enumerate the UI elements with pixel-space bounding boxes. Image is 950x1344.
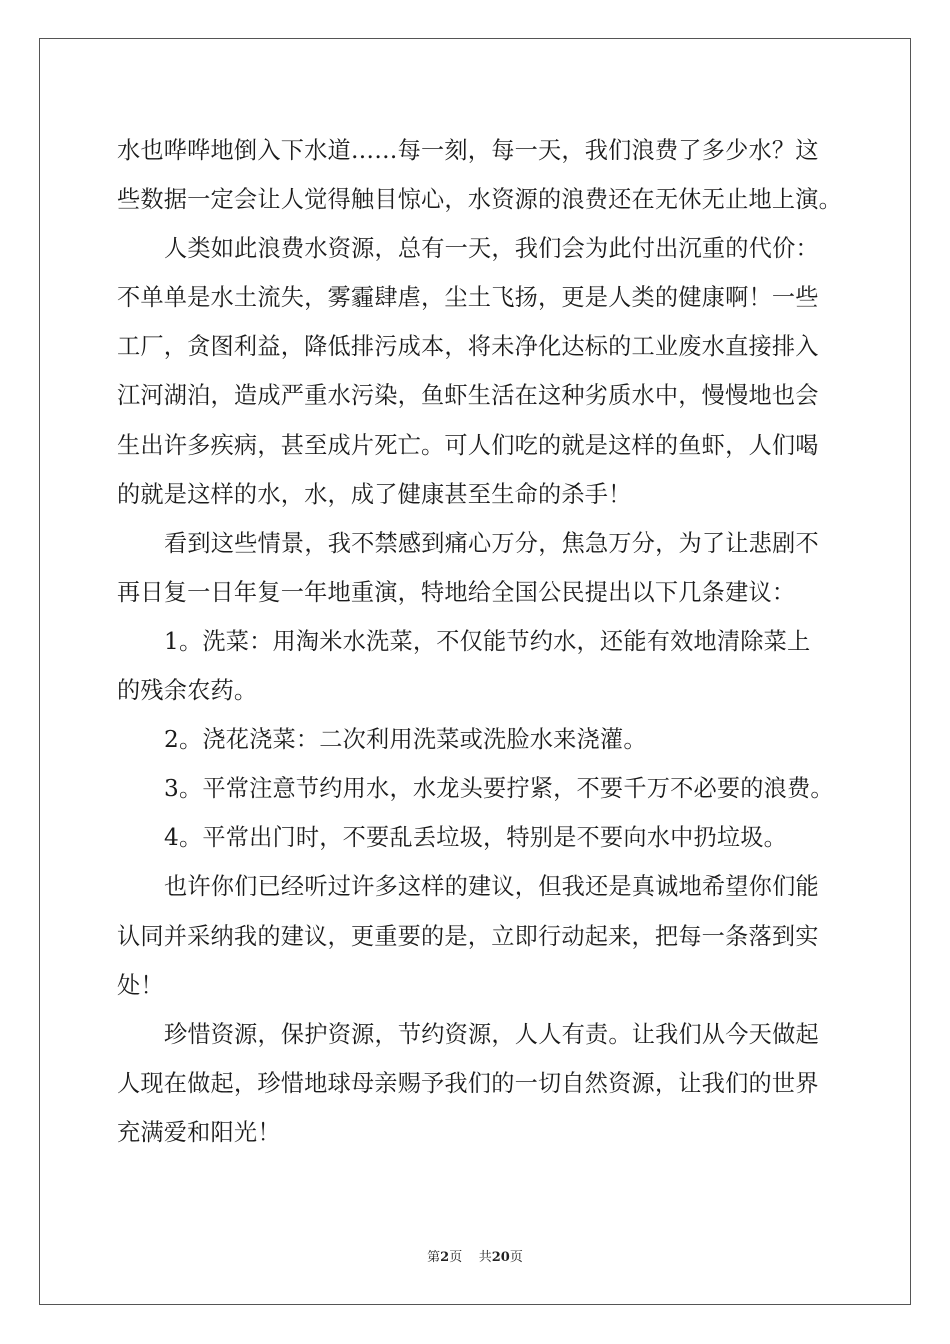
page-number: 2 [440, 1250, 450, 1265]
text-line: 江河湖泊，造成严重水污染，鱼虾生活在这种劣质水中，慢慢地也会 [117, 382, 819, 410]
page-prefix: 第 [427, 1250, 441, 1265]
text-line: 生出许多疾病，甚至成片死亡。可人们吃的就是这样的鱼虾，人们喝 [117, 431, 819, 459]
text-line: 充满爱和阳光！ [117, 1118, 281, 1146]
text-line: 看到这些情景，我不禁感到痛心万分，焦急万分，为了让悲剧不 [164, 529, 819, 557]
text-line: 4。平常出门时，不要乱丢垃圾，特别是不要向水中扔垃圾。 [164, 824, 788, 852]
text-line: 的就是这样的水，水，成了健康甚至生命的杀手！ [117, 480, 632, 508]
text-line: 水也哗哗地倒入下水道……每一刻，每一天，我们浪费了多少水？这 [117, 137, 819, 164]
total-prefix: 共 [478, 1250, 492, 1265]
page-footer [0, 1246, 950, 1265]
text-line: 不单单是水土流失，雾霾肆虐，尘土飞扬，更是人类的健康啊！一些 [117, 284, 819, 312]
text-line: 处！ [117, 971, 164, 999]
text-line: 认同并采纳我的建议，更重要的是，立即行动起来，把每一条落到实 [117, 922, 819, 950]
text-line: 3。平常注意节约用水，水龙头要拧紧，不要千万不必要的浪费。 [164, 775, 834, 803]
text-line: 珍惜资源，保护资源，节约资源，人人有责。让我们从今天做起 [164, 1020, 819, 1048]
text-line: 2。浇花浇菜：二次利用洗菜或洗脸水来浇灌。 [164, 726, 647, 754]
page-suffix: 页 [449, 1250, 463, 1265]
text-line: 再日复一日年复一年地重演，特地给全国公民提出以下几条建议： [117, 578, 796, 606]
text-line: 人类如此浪费水资源，总有一天，我们会为此付出沉重的代价： [164, 235, 819, 263]
text-line: 的残余农药。 [117, 677, 258, 705]
text-line: 1。洗菜：用淘米水洗菜，不仅能节约水，还能有效地清除菜上 [164, 627, 811, 655]
text-line: 人现在做起，珍惜地球母亲赐予我们的一切自然资源，让我们的世界 [117, 1069, 819, 1097]
total-pages: 20 [491, 1250, 510, 1265]
text-line: 工厂，贪图利益，降低排污成本，将未净化达标的工业废水直接排入 [117, 333, 819, 361]
document-body [117, 126, 843, 1157]
text-line: 些数据一定会让人觉得触目惊心，水资源的浪费还在无休无止地上演。 [117, 186, 843, 214]
text-line: 也许你们已经听过许多这样的建议，但我还是真诚地希望你们能 [164, 873, 819, 901]
total-suffix: 页 [509, 1250, 523, 1265]
